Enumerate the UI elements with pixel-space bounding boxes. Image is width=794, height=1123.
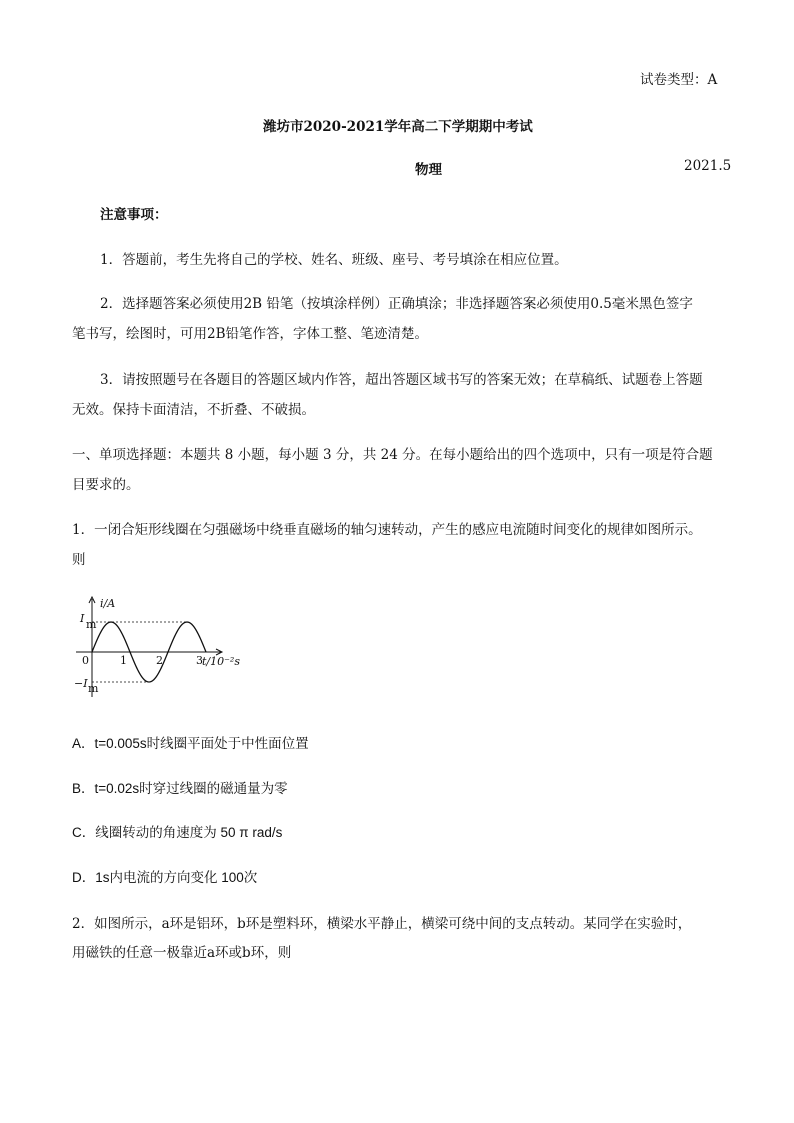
peak-negative-label: −I xyxy=(74,677,88,690)
x-axis-label: t/10⁻²s xyxy=(202,655,240,668)
note-item-2-line-1: 2．选择题答案必须使用2B 铅笔（按填涂样例）正确填涂；非选择题答案必须使用0.5毫米黑色签字 xyxy=(100,296,693,312)
peak-negative-subscript: m xyxy=(88,682,99,695)
question-1-option-a: A．t=0.005s时线圈平面处于中性面位置 xyxy=(72,736,309,751)
x-tick-label-1: 1 xyxy=(120,654,127,667)
peak-positive-subscript: m xyxy=(86,618,97,631)
exam-title: 潍坊市2020-2021学年高二下学期期中考试 xyxy=(263,119,533,135)
y-axis-label: i/A xyxy=(100,597,116,610)
note-item-3-line-2: 无效。保持卡面清洁，不折叠、不破损。 xyxy=(72,402,315,418)
origin-label: 0 xyxy=(82,654,89,667)
peak-positive-label: I xyxy=(80,612,85,625)
x-tick-label-2: 2 xyxy=(156,654,163,667)
section-1-intro-line-2: 目要求的。 xyxy=(72,477,140,493)
question-1-stem-line-1: 1．一闭合矩形线圈在匀强磁场中绕垂直磁场的轴匀速转动，产生的感应电流随时间变化的规律如图所示。 xyxy=(72,522,702,538)
paper-type: 试卷类型：A xyxy=(640,72,718,88)
question-1-option-b: B．t=0.02s时穿过线圈的磁通量为零 xyxy=(72,781,288,796)
question-1-stem-line-2: 则 xyxy=(72,552,86,568)
question-2-stem-line-1: 2．如图所示，a环是铝环，b环是塑料环，横梁水平静止，横梁可绕中间的支点转动。某同学在实验时， xyxy=(72,916,692,932)
exam-date: 2021.5 xyxy=(684,158,732,174)
question-2-stem-line-2: 用磁铁的任意一极靠近a环或b环，则 xyxy=(72,945,292,961)
note-item-3-line-1: 3．请按照题号在各题目的答题区域内作答，超出答题区域书写的答案无效；在草稿纸、试题卷上答题 xyxy=(100,372,703,388)
question-1-option-d: D．1s内电流的方向变化 100次 xyxy=(72,870,258,885)
section-1-intro-line-1: 一、单项选择题：本题共 8 小题，每小题 3 分，共 24 分。在每小题给出的四个选项中，只有一项是符合题 xyxy=(72,447,713,463)
x-tick-label-3: 3 xyxy=(196,654,203,667)
note-item-2-line-2: 笔书写，绘图时，可用2B铅笔作答，字体工整、笔迹清楚。 xyxy=(72,326,429,342)
current-time-graph xyxy=(72,593,262,705)
notes-heading: 注意事项： xyxy=(100,207,168,223)
subject-label: 物理 xyxy=(415,162,442,178)
note-item-1: 1．答题前，考生先将自己的学校、姓名、班级、座号、考号填涂在相应位置。 xyxy=(100,252,568,268)
question-1-option-c: C．线圈转动的角速度为 50 π rad/s xyxy=(72,825,283,840)
